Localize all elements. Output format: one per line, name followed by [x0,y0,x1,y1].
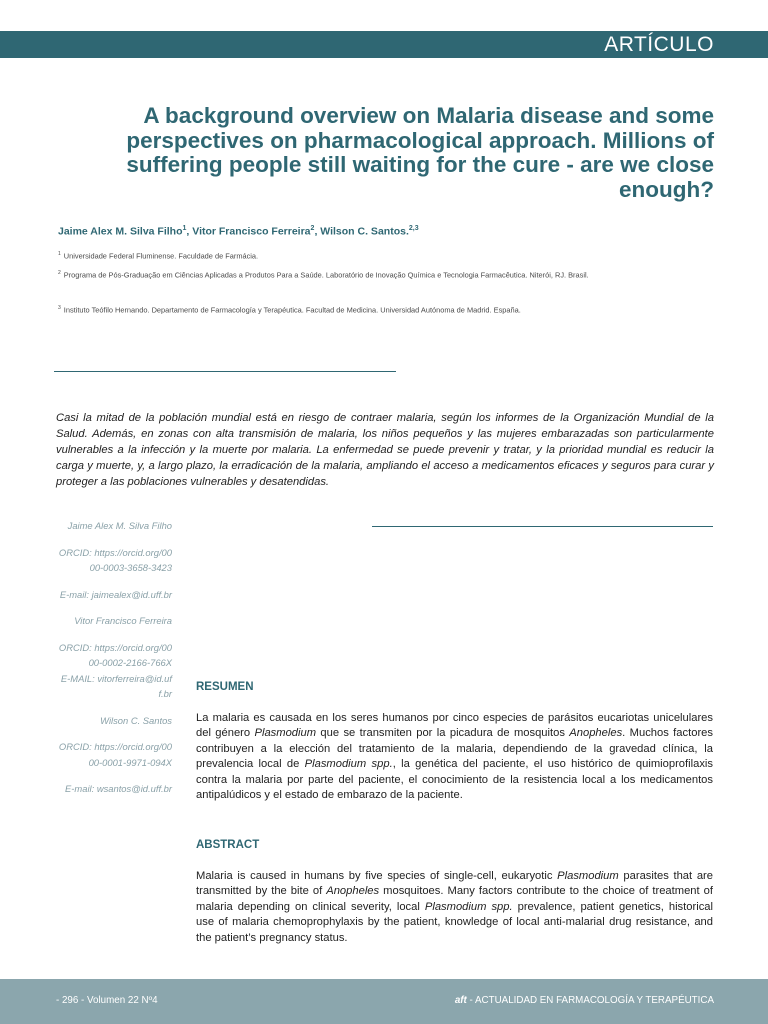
orcid-link[interactable]: ORCID: https://orcid.org/0000-0001-9971-094X [58,741,172,768]
affiliation-text: Instituto Teófilo Hernando. Departamento de Farmacología y Terapéutica. Facultad de Medicina. Universidad Autónoma de Madrid. España. [63,305,521,315]
page-number: - 296 - Volumen 22 Nº4 [56,995,158,1006]
text-run: , la genética del paciente, el uso histórico de quimioprofilaxis contra la malaria por parte del paciente, el conocimiento de la resistencia local a los medicamentos antipalúdicos y el estado de embarazo de la paciente. [196,758,714,802]
author-sidebar-name: Vitor Francisco Ferreira [74,615,172,626]
journal-logo: aft [454,995,467,1006]
text-run: mosquitoes. Many factors contribute to the choice of treatment of malaria depending on clinical severity, local [196,885,713,913]
italic-run: Plasmodium spp. [304,758,393,771]
author-sidebar [56,518,172,808]
section-label: ARTÍCULO [604,33,714,56]
affiliation [58,268,714,281]
text-run: parasites that are transmitted by the bite of [196,870,713,898]
affiliation-text: Programa de Pós-Graduação em Ciências Aplicadas a Produtos Para a Saúde. Laboratório de Inovação Química e Tecnologia Farmacêutica. Niterói, RJ. Brasil. [63,270,589,280]
italic-run: Anopheles [326,885,380,898]
journal-name [455,995,714,1006]
orcid-link[interactable]: ORCID: https://orcid.org/0000-0002-2166-766X [58,641,172,668]
orcid-link[interactable]: ORCID: https://orcid.org/0000-0003-3658-3423 [58,546,172,573]
email-link[interactable]: E-mail: jaimealex@id.uff.br [59,588,172,600]
author-name: Jaime Alex M. Silva Filho [58,225,183,238]
text-run: La malaria es causada en los seres humanos por cinco especies de parásitos eucariotas unicelulares del género [196,712,713,740]
author-separator: , [314,225,321,238]
resumen-text [196,711,713,803]
page-footer [0,979,768,1024]
text-run: prevalence, patient genetics, historical use of malaria chemoprophylaxis by the patient, knowledge of local anti-malarial drug resistance, and the patient’s pregnancy status. [196,900,713,944]
author-affil-ref: 2,3 [408,225,419,232]
author-list [58,225,419,238]
affiliation [58,303,714,316]
text-run: que se transmiten por la picadura de mosquitos [316,727,570,740]
journal-title: - ACTUALIDAD EN FARMACOLOGÍA Y TERAPÉUTICA [466,995,714,1006]
resumen-heading: RESUMEN [196,681,254,693]
section-header-bar [0,31,768,58]
author-affil-ref: 2 [310,225,315,232]
author-separator: , [186,225,193,238]
text-run: . Muchos factores contribuyen a la elección del tratamiento de la malaria, dependiendo de la gravedad clínica, la prevalencia local de [196,727,713,771]
author-name: Vitor Francisco Ferreira [192,225,311,238]
affiliation-text: Universidade Federal Fluminense. Faculdade de Farmácia. [63,251,259,261]
italic-run: Plasmodium [254,727,317,740]
affiliation-number: 3 [58,305,61,311]
article-title: A background overview on Malaria disease and some perspectives on pharmacological approach. Millions of suffering people still waiting for the cure - are we close enough? [126,103,714,202]
affiliation [58,249,714,262]
author-sidebar-name: Jaime Alex M. Silva Filho [67,520,172,531]
author-sidebar-name: Wilson C. Santos [100,714,172,726]
italic-run: Anopheles [569,727,623,740]
affiliation-number: 1 [58,251,61,257]
abstract-heading: ABSTRACT [196,839,260,851]
divider [372,526,713,527]
author-name: Wilson C. Santos. [320,225,409,238]
author-affil-ref: 1 [182,225,187,232]
abstract-text [196,869,713,946]
italic-run: Plasmodium spp. [424,900,513,913]
divider [54,371,396,372]
email-link[interactable]: E-MAIL: vitorferreira@id.uff.br [60,672,172,699]
email-link[interactable]: E-mail: wsantos@id.uff.br [65,783,172,794]
text-run: Malaria is caused in humans by five species of single-cell, eukaryotic [196,870,558,882]
affiliation-number: 2 [58,270,61,276]
summary-text: Casi la mitad de la población mundial está en riesgo de contraer malaria, según los informes de la Organización Mundial de la Salud. Además, en zonas con alta transmisión de malaria, los niños pequeños y las mujeres embarazadas son particularmente vulnerables a la infección y la muerte por malaria. La enfermedad se puede prevenir y tratar, y la prioridad mundial es reducir la carga y muerte, y, a largo plazo, la erradicación de la malaria, ampliando el acceso a medicamentos eficaces y seguros para curar y proteger a las poblaciones vulnerables y desatendidas. [56,412,714,488]
italic-run: Plasmodium [557,870,619,882]
